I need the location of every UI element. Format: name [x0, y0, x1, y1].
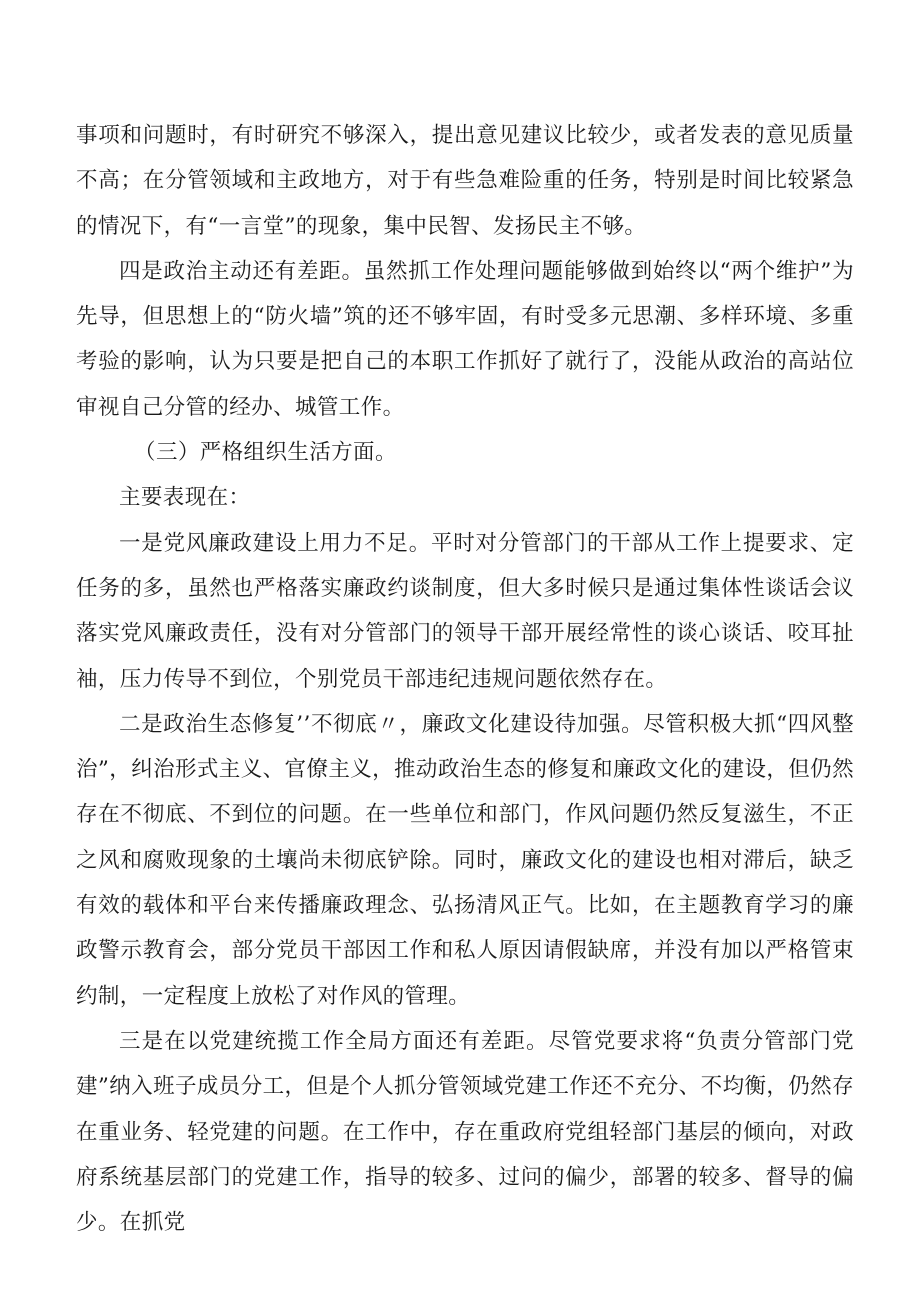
paragraph-party-integrity: 一是党风廉政建设上用力不足。平时对分管部门的干部从工作上提要求、定任务的多，虽然也严格落实廉政约谈制度，但大多时候只是通过集体性谈话会议落实党风廉政责任，没有对分管部门的领导干部开展经常性的谈心谈话、咬耳扯袖，压力传导不到位，个别党员干部违纪违规问题依然存在。 — [76, 530, 854, 692]
paragraph-political-ecology: 二是政治生态修复’’不彻底〃，廉政文化建设待加强。尽管积极大抓“四风整治”，纠治形式主义、官僚主义，推动政治生态的修复和廉政文化的建设，但仍然存在不彻底、不到位的问题。在一些单位和部门，作风问题仍然反复滋生，不正之风和腐败现象的土壤尚未彻底铲除。同时，廉政文化的建设也相对滞后，缺乏有效的载体和平台来传播廉政理念、弘扬清风正气。比如，在主题教育学习的廉政警示教育会，部分党员干部因工作和私人原因请假缺席，并没有加以严格管束约制，一定程度上放松了对作风的管理。 — [76, 711, 854, 1009]
paragraph-political-initiative: 四是政治主动还有差距。虽然抓工作处理问题能够做到始终以“两个维护”为先导，但思想上的“防火墙”筑的还不够牢固，有时受多元思潮、多样环境、多重考验的影响，认为只要是把自己的本职工作抓好了就行了，没能从政治的高站位审视自己分管的经办、城管工作。 — [76, 258, 854, 420]
paragraph-continuation: 事项和问题时，有时研究不够深入，提出意见建议比较少，或者发表的意见质量不高；在分管领域和主政地方，对于有些急难险重的任务，特别是时间比较紧急的情况下，有“一言堂”的现象，集中民智、发扬民主不够。 — [76, 123, 854, 239]
section-heading-organizational-life: （三）严格组织生活方面。 — [134, 440, 397, 466]
paragraph-party-building: 三是在以党建统揽工作全局方面还有差距。尽管党要求将“负责分管部门党建”纳入班子成员分工，但是个人抓分管领域党建工作还不充分、不均衡，仍然存在重业务、轻党建的问题。在工作中，存在重政府党组轻部门基层的倾向，对政府系统基层部门的党建工作，指导的较多、过问的偏少，部署的较多、督导的偏少。在抓党 — [76, 1028, 854, 1236]
paragraph-main-manifestations: 主要表现在： — [119, 485, 251, 511]
document-body — [76, 113, 854, 1245]
